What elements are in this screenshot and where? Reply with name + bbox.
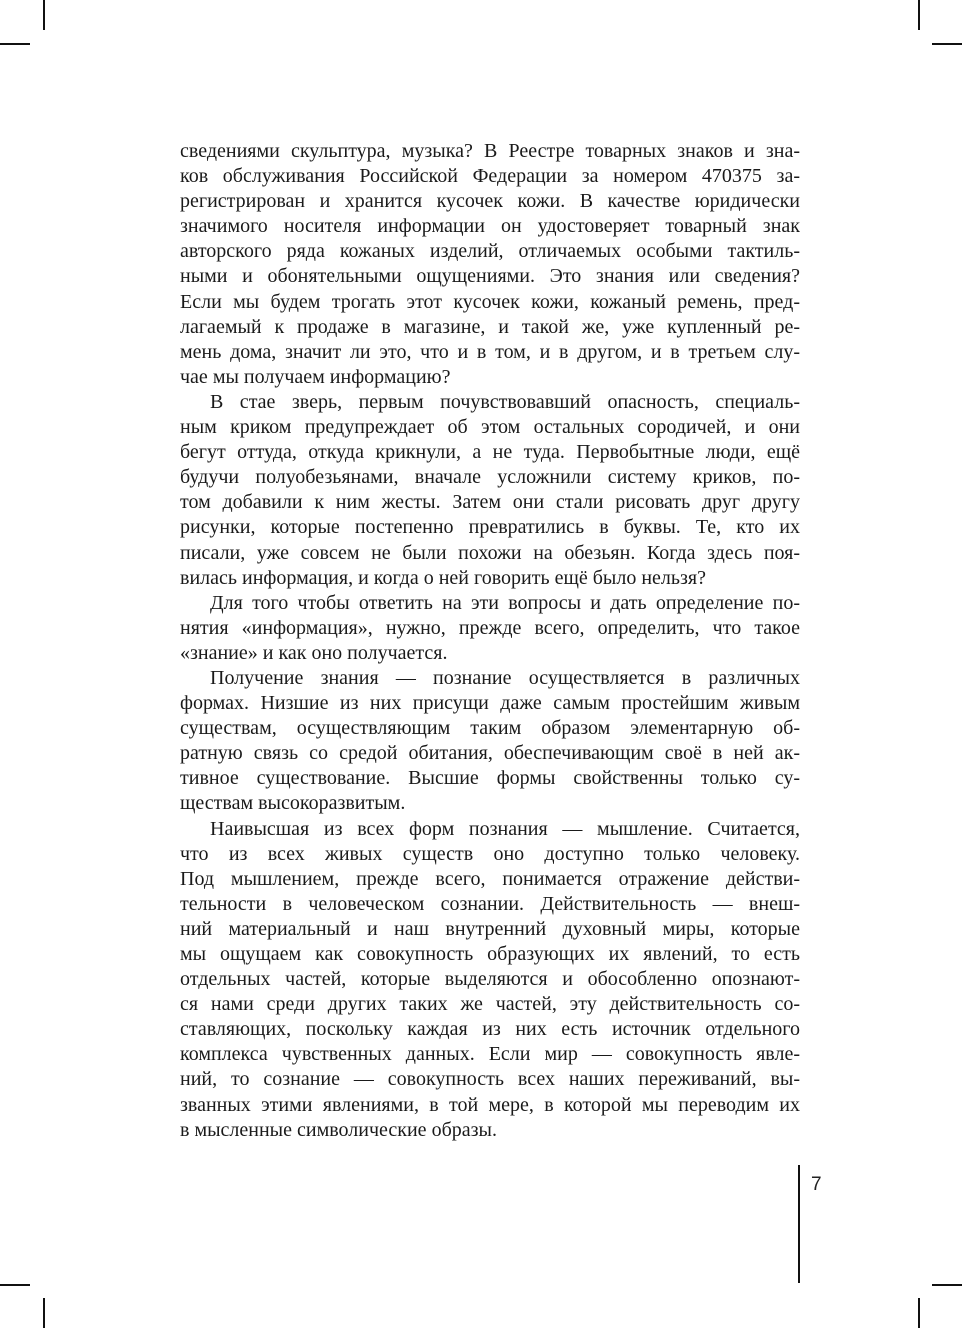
crop-mark xyxy=(43,0,45,30)
text-line: том добавили к ним жесты. Затем они стали рисовать друг другу xyxy=(180,491,800,514)
text-line: Для того чтобы ответить на эти вопросы и дать определение по- xyxy=(210,591,800,614)
text-line: что из всех живых существ оно доступно только человеку. xyxy=(180,842,800,865)
text-line: званных этими явлениями, в той мере, в которой мы переводим их xyxy=(180,1093,800,1116)
text-line: ным криком предупреждает об этом остальных сородичей, и они xyxy=(180,416,800,439)
text-line: мы ощущаем как совокупность образующих их явлений, то есть xyxy=(180,943,800,965)
page-number-rule xyxy=(798,1165,800,1283)
text-line: тивное существование. Высшие формы свойственны только су- xyxy=(180,767,800,790)
text-line: авторского ряда кожаных изделий, отличаемых особыми тактиль- xyxy=(180,240,800,263)
text-line: сведениями скульптура, музыка? В Реестре товарных знаков и зна- xyxy=(180,140,800,162)
text-line: существам, осуществляющим таким образом элементарную об- xyxy=(180,717,800,740)
text-line: «знание» и как оно получается. xyxy=(180,641,448,664)
text-line: ными и обонятельными ощущениями. Это знания или сведения? xyxy=(180,265,800,288)
text-line: в мысленные символические образы. xyxy=(180,1118,497,1141)
text-line: значимого носителя информации он удостоверяет товарный знак xyxy=(180,215,800,238)
page-number: 7 xyxy=(811,1174,822,1195)
text-line: Под мышлением, прежде всего, понимается отражение действи- xyxy=(180,867,800,890)
text-line: отдельных частей, которые выделяются и обособленно опознают- xyxy=(180,968,800,991)
text-line: мень дома, значит ли это, что и в том, и в другом, и в третьем слу- xyxy=(180,340,800,363)
text-line: вилась информация, и когда о ней говорить ещё было нельзя? xyxy=(180,566,706,589)
text-line: ний материальный и наш внутренний духовный миры, которые xyxy=(180,917,800,940)
text-line: лагаемый к продаже в магазине, и такой же, уже купленный ре- xyxy=(180,315,800,338)
text-line: рисунки, которые постепенно превратились в буквы. Те, кто их xyxy=(180,516,800,539)
text-line: ществам высокоразвитым. xyxy=(180,792,406,815)
text-line: бегут оттуда, откуда крикнули, а не туда. Первобытные люди, ещё xyxy=(180,441,800,464)
text-line: будучи полуобезьянами, вначале усложнили систему криков, по- xyxy=(180,466,800,489)
text-line: ратную связь со средой обитания, обеспечивающим своё в ней ак- xyxy=(180,742,800,765)
crop-mark xyxy=(0,1284,30,1286)
text-line: ний, то сознание — совокупность всех наших переживаний, вы- xyxy=(180,1068,800,1091)
text-line: формах. Низшие из них присущи даже самым простейшим живым xyxy=(180,692,800,715)
body-text xyxy=(180,139,800,1143)
text-line: писали, уже совсем не были похожи на обезьян. Когда здесь поя- xyxy=(180,541,800,564)
crop-mark xyxy=(932,1284,962,1286)
text-line: В стае зверь, первым почувствовавший опасность, специаль- xyxy=(210,390,800,413)
text-line: Получение знания — познание осуществляется в различных xyxy=(210,666,800,689)
text-line: нятия «информация», нужно, прежде всего, определить, что такое xyxy=(180,616,800,639)
text-line: ставляющих, поскольку каждая из них есть источник отдельного xyxy=(180,1018,800,1041)
text-line: Наивысшая из всех форм познания — мышление. Считается, xyxy=(210,817,800,840)
crop-mark xyxy=(932,43,962,45)
crop-mark xyxy=(918,0,920,30)
crop-mark xyxy=(918,1298,920,1328)
text-line: комплекса чувственных данных. Если мир — совокупность явле- xyxy=(180,1043,800,1066)
text-line: тельности в человеческом сознании. Действительность — внеш- xyxy=(180,892,800,915)
text-line: ков обслуживания Российской Федерации за номером 470375 за- xyxy=(180,165,800,188)
text-line: чае мы получаем информацию? xyxy=(180,365,451,388)
text-line: Если мы будем трогать этот кусочек кожи, кожаный ремень, пред- xyxy=(180,290,800,313)
crop-mark xyxy=(43,1298,45,1328)
text-line: ся нами среди других таких же частей, эту действительность со- xyxy=(180,993,800,1016)
crop-mark xyxy=(0,43,30,45)
text-line: регистрирован и хранится кусочек кожи. В качестве юридически xyxy=(180,190,800,213)
